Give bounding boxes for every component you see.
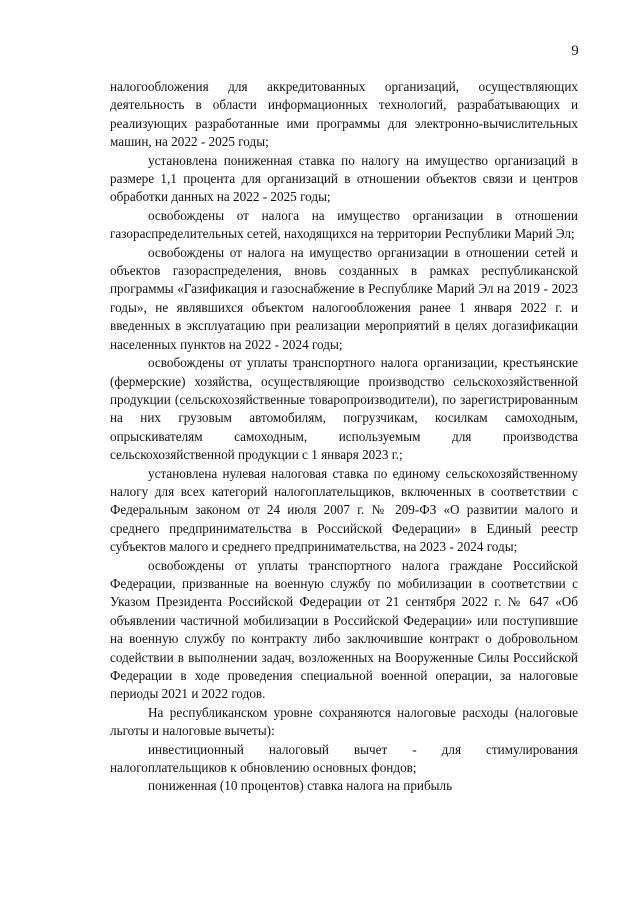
- paragraph: освобождены от уплаты транспортного налога организации, крестьянские (фермерские) хозяйства, осуществляющие производство сельскохозяйственной продукции (сельскохозяйственные товаропроизводители), по зарегистрированным на них грузовым автомобилям, погрузчикам, косилкам самоходным, опрыскивателям самоходным, используемым для производства сельскохозяйственной продукции с 1 января 2023 г.;: [110, 355, 578, 463]
- page-number: 9: [571, 43, 579, 59]
- paragraph-continuation: налогообложения для аккредитованных организаций, осуществляющих деятельность в области информационных технологий, разрабатывающих и реализующих разработанные ими программы для электронно-вычислительных машин, на 2022 - 2025 годы;: [110, 79, 578, 150]
- paragraph: инвестиционный налоговый вычет - для стимулирования налогоплательщиков к обновлению основных фондов;: [110, 741, 578, 776]
- paragraph: освобождены от налога на имущество организации в отношении газораспределительных сетей, находящихся на территории Республики Марий Эл;: [110, 207, 578, 242]
- paragraph: На республиканском уровне сохраняются налоговые расходы (налоговые льготы и налоговые вычеты):: [110, 704, 578, 739]
- paragraph: установлена пониженная ставка по налогу на имущество организаций в размере 1,1 процента для организаций в отношении объектов связи и центров обработки данных на 2022 - 2025 годы;: [110, 152, 578, 205]
- paragraph: пониженная (10 процентов) ставка налога на прибыль: [148, 778, 453, 794]
- document-body: [110, 78, 578, 796]
- paragraph: установлена нулевая налоговая ставка по единому сельскохозяйственному налогу для всех категорий налогоплательщиков, включенных в соответствии с Федеральным законом от 24 июля 2007 г. № 209-ФЗ «О развитии малого и среднего предпринимательства в Российской Федерации» в Единый реестр субъектов малого и среднего предпринимательства, на 2023 - 2024 годы;: [110, 465, 578, 555]
- paragraph: освобождены от уплаты транспортного налога граждане Российской Федерации, призванные на военную службу по мобилизации в соответствии с Указом Президента Российской Федерации от 21 сентября 2022 г. № 647 «Об объявлении частичной мобилизации в Российской Федерации» или поступившие на военную службу по контракту либо заключившие контракт о добровольном содействии в выполнении задач, возложенных на Вооруженные Силы Российской Федерации в ходе проведения специальной военной операции, за налоговые периоды 2021 и 2022 годов.: [110, 557, 578, 702]
- paragraph: освобождены от налога на имущество организации в отношении сетей и объектов газораспределения, вновь созданных в рамках республиканской программы «Газификация и газоснабжение в Республике Марий Эл на 2019 - 2023 годы», не являвшихся объектом налогообложения ранее 1 января 2022 г. и введенных в эксплуатацию при реализации мероприятий в целях догазификации населенных пунктов на 2022 - 2024 годы;: [110, 244, 578, 352]
